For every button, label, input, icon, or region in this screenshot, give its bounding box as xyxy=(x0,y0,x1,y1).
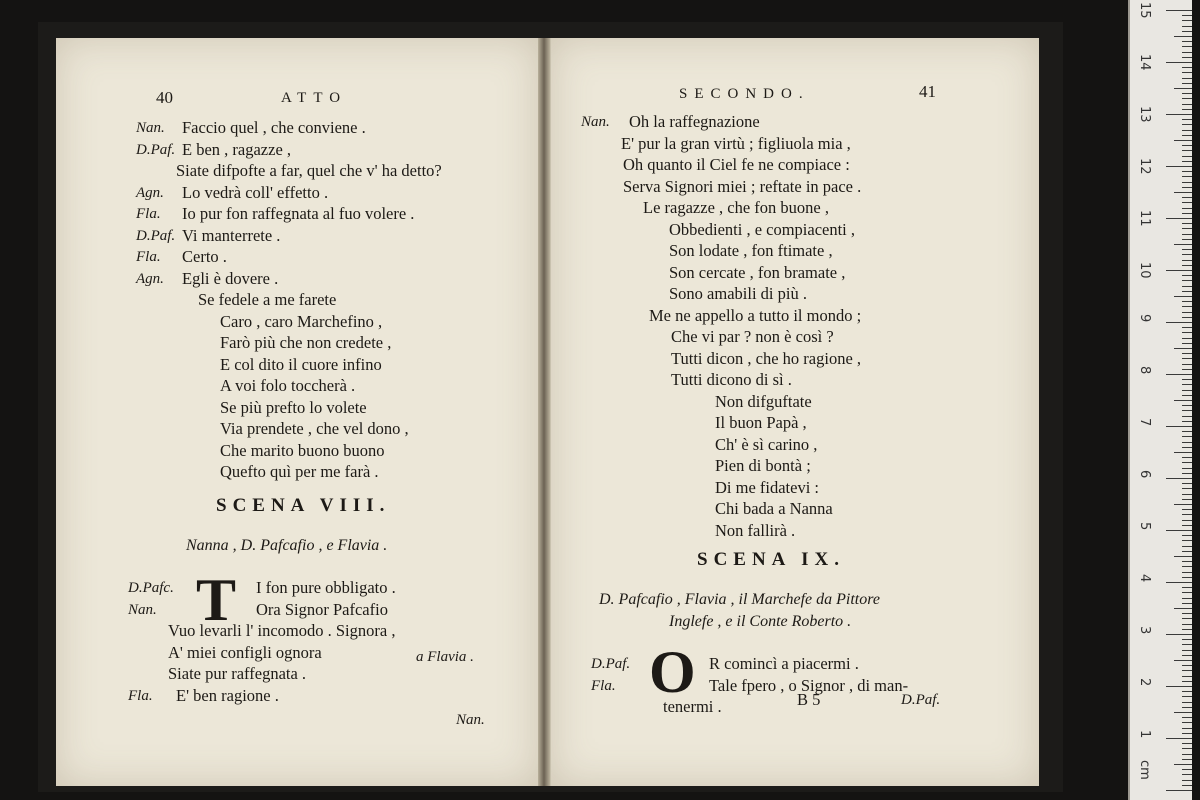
ruler-label: 5 xyxy=(1137,522,1152,531)
ruler-label: 6 xyxy=(1137,470,1152,479)
ruler-tick xyxy=(1182,104,1192,105)
speaker-label: Fla. xyxy=(128,687,153,704)
cast-list-left: Nanna , D. Pafcafio , e Flavia . xyxy=(186,537,388,554)
ruler-label: 1 xyxy=(1137,730,1152,739)
ruler-tick xyxy=(1182,390,1192,391)
ruler-tick xyxy=(1182,187,1192,188)
speaker-label: Nan. xyxy=(581,114,610,130)
speaker-label: Agn. xyxy=(136,270,164,287)
verse-line: Me ne appello a tutto il mondo ; xyxy=(649,305,862,325)
ruler-tick xyxy=(1182,83,1192,84)
ruler-tick xyxy=(1182,156,1192,157)
ruler-tick xyxy=(1182,410,1192,411)
verse-line: Non difguftate xyxy=(715,391,812,411)
verse-line: Oh la raffegnazione xyxy=(629,112,760,131)
verse-line: Oh quanto il Ciel fe ne compiace : xyxy=(623,155,850,174)
drop-cap-right: O xyxy=(649,639,696,705)
verse-line: Farò più che non credete , xyxy=(220,333,392,352)
ruler-tick xyxy=(1182,670,1192,671)
ruler-tick xyxy=(1182,696,1192,697)
verse-line: Obbedienti , e compiacenti , xyxy=(669,219,856,239)
ruler-tick xyxy=(1182,176,1192,177)
ruler-tick xyxy=(1182,41,1192,42)
ruler-tick xyxy=(1182,286,1192,287)
ruler-tick xyxy=(1166,62,1192,63)
verse-line: Pien di bontà ; xyxy=(715,456,811,475)
ruler-tick xyxy=(1174,88,1192,89)
ruler-tick xyxy=(1182,520,1192,521)
verse-line: Tutti dicon , che ho ragione , xyxy=(671,348,862,368)
verse-line: Sono amabili di più . xyxy=(669,284,807,303)
ruler-tick xyxy=(1174,712,1192,713)
ruler-tick xyxy=(1174,660,1192,661)
ruler-tick xyxy=(1182,644,1192,645)
ruler-label: 11 xyxy=(1137,210,1152,227)
verse-line: Ora Signor Pafcafio xyxy=(256,599,388,619)
ruler-tick xyxy=(1182,260,1192,261)
ruler-tick xyxy=(1182,52,1192,53)
ruler-tick xyxy=(1182,785,1192,786)
speaker-label: D.Pafc. xyxy=(128,580,174,596)
verse-line: Tutti dicono di sì . xyxy=(671,370,792,389)
ruler-label: 7 xyxy=(1137,418,1152,427)
ruler-tick xyxy=(1182,436,1192,437)
ruler-label: 8 xyxy=(1137,366,1152,375)
ruler-tick xyxy=(1174,296,1192,297)
ruler-tick xyxy=(1182,301,1192,302)
ruler-tick xyxy=(1182,20,1192,21)
verse-line: R comincì a piacermi . xyxy=(709,654,859,673)
ruler-tick xyxy=(1166,686,1192,687)
verse-line: Le ragazze , che fon buone , xyxy=(643,198,829,217)
scene-title-right: SCENA IX. xyxy=(697,549,845,570)
ruler-tick xyxy=(1182,291,1192,292)
ruler-tick xyxy=(1182,629,1192,630)
ruler-tick xyxy=(1174,400,1192,401)
verse-line: E' ben ragione . xyxy=(176,685,279,705)
ruler-tick xyxy=(1182,702,1192,703)
ruler-tick xyxy=(1182,728,1192,729)
ruler-tick xyxy=(1174,556,1192,557)
ruler-tick xyxy=(1182,161,1192,162)
ruler-tick xyxy=(1182,343,1192,344)
verse-line: Caro , caro Marchefino , xyxy=(220,311,383,331)
ruler-tick xyxy=(1174,764,1192,765)
ruler-tick xyxy=(1166,582,1192,583)
ruler-tick xyxy=(1182,748,1192,749)
ruler-label: 10 xyxy=(1137,262,1152,279)
ruler-tick xyxy=(1174,608,1192,609)
catchword-left: Nan. xyxy=(456,712,485,728)
ruler-tick xyxy=(1182,223,1192,224)
ruler-tick xyxy=(1182,395,1192,396)
verse-line: Non fallirà . xyxy=(715,520,796,540)
ruler-tick xyxy=(1182,681,1192,682)
verse-line: I fon pure obbligato . xyxy=(256,578,396,597)
ruler-tick xyxy=(1182,57,1192,58)
ruler-tick xyxy=(1182,353,1192,354)
catchword-right: D.Paf. xyxy=(901,692,941,708)
ruler-tick xyxy=(1182,639,1192,640)
ruler-tick xyxy=(1182,551,1192,552)
speaker-label: D.Paf. xyxy=(591,656,631,672)
verse-line: A' miei configli ognora xyxy=(168,642,322,662)
ruler-tick xyxy=(1182,587,1192,588)
verse-line: Se fedele a me farete xyxy=(198,290,337,309)
verse-line: E col dito il cuore infino xyxy=(220,354,382,374)
left-page xyxy=(56,38,539,786)
ruler-tick xyxy=(1182,31,1192,32)
ruler-tick xyxy=(1182,598,1192,599)
speaker-label: Agn. xyxy=(136,184,164,201)
verse-line: E' pur la gran virtù ; figliuola mia , xyxy=(621,133,851,153)
ruler-tick xyxy=(1166,738,1192,739)
ruler-tick xyxy=(1182,124,1192,125)
ruler-tick xyxy=(1182,249,1192,250)
ruler-tick xyxy=(1182,145,1192,146)
ruler-tick xyxy=(1182,312,1192,313)
ruler-tick xyxy=(1174,36,1192,37)
ruler-tick xyxy=(1166,10,1192,11)
ruler-tick xyxy=(1182,561,1192,562)
verse-line: tenermi . xyxy=(663,697,722,716)
ruler-tick xyxy=(1182,566,1192,567)
ruler-tick xyxy=(1182,743,1192,744)
ruler-tick xyxy=(1182,280,1192,281)
verse-line: Son cercate , fon bramate , xyxy=(669,262,846,282)
ruler-tick xyxy=(1182,665,1192,666)
ruler-label: 3 xyxy=(1137,626,1152,635)
measuring-ruler xyxy=(1128,0,1192,800)
ruler-tick xyxy=(1182,332,1192,333)
ruler-tick xyxy=(1182,447,1192,448)
ruler-tick xyxy=(1166,790,1192,791)
verse-line: Serva Signori miei ; reftate in pace . xyxy=(623,176,862,196)
ruler-tick xyxy=(1182,26,1192,27)
ruler-tick xyxy=(1166,166,1192,167)
ruler-tick xyxy=(1182,78,1192,79)
ruler-tick xyxy=(1182,275,1192,276)
ruler-tick xyxy=(1182,525,1192,526)
ruler-tick xyxy=(1182,733,1192,734)
ruler-tick xyxy=(1166,114,1192,115)
running-head-right: SECONDO. xyxy=(679,86,810,102)
scene-title-left: SCENA VIII. xyxy=(216,495,391,516)
ruler-tick xyxy=(1182,405,1192,406)
cast-list-right-1: D. Pafcafio , Flavia , il Marchefe da Pittore xyxy=(599,591,880,608)
ruler-label: 13 xyxy=(1137,106,1152,123)
verse-line: A voi folo toccherà . xyxy=(220,376,356,395)
verse-line: Vuo levarli l' incomodo . Signora , xyxy=(168,621,396,640)
ruler-tick xyxy=(1182,717,1192,718)
ruler-tick xyxy=(1174,348,1192,349)
ruler-tick xyxy=(1182,265,1192,266)
ruler-tick xyxy=(1182,535,1192,536)
ruler-tick xyxy=(1182,707,1192,708)
ruler-tick xyxy=(1182,780,1192,781)
ruler-tick xyxy=(1166,634,1192,635)
ruler-tick xyxy=(1182,109,1192,110)
ruler-label: 2 xyxy=(1137,678,1152,687)
ruler-tick xyxy=(1182,457,1192,458)
ruler-tick xyxy=(1166,530,1192,531)
ruler-tick xyxy=(1166,218,1192,219)
ruler-tick xyxy=(1174,192,1192,193)
ruler-tick xyxy=(1174,504,1192,505)
ruler-tick xyxy=(1182,93,1192,94)
open-book xyxy=(38,22,1063,792)
ruler-tick xyxy=(1182,254,1192,255)
running-head-left: ATTO xyxy=(281,90,348,106)
ruler-tick xyxy=(1182,135,1192,136)
verse-line: Certo . xyxy=(182,247,227,266)
speaker-label: Fla. xyxy=(136,249,161,265)
ruler-tick xyxy=(1182,208,1192,209)
ruler-tick xyxy=(1182,379,1192,380)
verse-line: Siate difpofte a far, quel che v' ha detto? xyxy=(176,161,442,180)
verse-line: Di me fidatevi : xyxy=(715,477,820,497)
ruler-tick xyxy=(1182,509,1192,510)
verse-line: Son lodate , fon ftimate , xyxy=(669,241,833,260)
ruler-tick xyxy=(1182,197,1192,198)
ruler-tick xyxy=(1182,468,1192,469)
ruler-tick xyxy=(1182,416,1192,417)
ruler-tick xyxy=(1182,618,1192,619)
speaker-label: D.Paf. xyxy=(136,227,176,244)
ruler-tick xyxy=(1182,15,1192,16)
ruler-tick xyxy=(1182,364,1192,365)
verse-line: Siate pur raffegnata . xyxy=(168,664,307,683)
verse-line: Egli è dovere . xyxy=(182,268,279,288)
verse-line: Tale fpero , o Signor , di man- xyxy=(709,675,909,695)
speaker-label: Nan. xyxy=(136,120,165,136)
ruler-tick xyxy=(1182,306,1192,307)
ruler-tick xyxy=(1182,384,1192,385)
ruler-tick xyxy=(1182,442,1192,443)
ruler-tick xyxy=(1182,338,1192,339)
verse-line: Il buon Papà , xyxy=(715,413,807,432)
ruler-tick xyxy=(1182,228,1192,229)
ruler-label: cm xyxy=(1137,760,1152,780)
ruler-tick xyxy=(1182,774,1192,775)
ruler-tick xyxy=(1182,67,1192,68)
verse-line: Che marito buono buono xyxy=(220,440,385,460)
ruler-label: 15 xyxy=(1137,2,1152,19)
signature-mark: B 5 xyxy=(797,690,821,709)
ruler-tick xyxy=(1182,577,1192,578)
ruler-tick xyxy=(1182,369,1192,370)
ruler-label: 14 xyxy=(1137,54,1152,71)
ruler-tick xyxy=(1166,322,1192,323)
ruler-tick xyxy=(1182,592,1192,593)
ruler-tick xyxy=(1182,494,1192,495)
verse-line: Lo vedrà coll' effetto . xyxy=(182,182,329,202)
ruler-tick xyxy=(1182,722,1192,723)
verse-line: Che vi par ? non è così ? xyxy=(671,327,834,346)
verse-line: Ch' è sì carino , xyxy=(715,434,818,454)
ruler-tick xyxy=(1182,488,1192,489)
verse-line: Via prendete , che vel dono , xyxy=(220,419,409,438)
ruler-tick xyxy=(1182,119,1192,120)
ruler-tick xyxy=(1182,546,1192,547)
ruler-tick xyxy=(1166,426,1192,427)
ruler-tick xyxy=(1182,202,1192,203)
ruler-tick xyxy=(1182,473,1192,474)
ruler-tick xyxy=(1182,499,1192,500)
ruler-tick xyxy=(1182,358,1192,359)
page-number-left: 40 xyxy=(156,88,173,107)
ruler-tick xyxy=(1182,239,1192,240)
ruler-tick xyxy=(1182,759,1192,760)
book-gutter xyxy=(538,38,550,786)
ruler-tick xyxy=(1182,540,1192,541)
verse-line: E ben , ragazze , xyxy=(182,139,292,159)
ruler-tick xyxy=(1182,691,1192,692)
ruler-label: 12 xyxy=(1137,158,1152,175)
speaker-label: Fla. xyxy=(136,206,161,222)
ruler-tick xyxy=(1174,452,1192,453)
verse-line: Chi bada a Nanna xyxy=(715,499,833,518)
verse-line: Quefto quì per me farà . xyxy=(220,462,379,481)
ruler-label: 4 xyxy=(1137,574,1152,583)
speaker-label: Nan. xyxy=(128,601,157,618)
ruler-tick xyxy=(1174,244,1192,245)
ruler-tick xyxy=(1182,624,1192,625)
verse-line: Faccio quel , che conviene . xyxy=(182,118,366,137)
ruler-tick xyxy=(1182,130,1192,131)
ruler-tick xyxy=(1182,483,1192,484)
ruler-tick xyxy=(1182,182,1192,183)
ruler-tick xyxy=(1182,72,1192,73)
ruler-tick xyxy=(1182,431,1192,432)
verse-line: Se più prefto lo volete xyxy=(220,397,367,417)
ruler-tick xyxy=(1182,676,1192,677)
ruler-tick xyxy=(1182,213,1192,214)
ruler-tick xyxy=(1182,650,1192,651)
ruler-tick xyxy=(1182,754,1192,755)
ruler-tick xyxy=(1182,514,1192,515)
verse-line: Io pur fon raffegnata al fuo volere . xyxy=(182,204,415,223)
ruler-tick xyxy=(1166,374,1192,375)
ruler-tick xyxy=(1182,603,1192,604)
ruler-tick xyxy=(1182,46,1192,47)
speaker-label: D.Paf. xyxy=(136,141,176,158)
stage-direction: a Flavia . xyxy=(416,649,474,665)
ruler-tick xyxy=(1166,270,1192,271)
ruler-tick xyxy=(1182,234,1192,235)
ruler-tick xyxy=(1182,150,1192,151)
ruler-tick xyxy=(1174,140,1192,141)
right-page xyxy=(550,38,1039,786)
ruler-tick xyxy=(1182,769,1192,770)
ruler-tick xyxy=(1166,478,1192,479)
ruler-tick xyxy=(1182,613,1192,614)
ruler-tick xyxy=(1182,317,1192,318)
verse-line: Vi manterrete . xyxy=(182,225,281,245)
ruler-tick xyxy=(1182,421,1192,422)
ruler-tick xyxy=(1182,327,1192,328)
drop-cap-left: T xyxy=(196,567,237,633)
page-number-right: 41 xyxy=(919,82,936,101)
ruler-tick xyxy=(1182,171,1192,172)
cast-list-right-2: Inglefe , e il Conte Roberto . xyxy=(669,613,852,630)
ruler-tick xyxy=(1182,655,1192,656)
ruler-tick xyxy=(1182,462,1192,463)
speaker-label: Fla. xyxy=(591,677,616,694)
ruler-label: 9 xyxy=(1137,314,1152,323)
ruler-tick xyxy=(1182,572,1192,573)
ruler-tick xyxy=(1182,98,1192,99)
